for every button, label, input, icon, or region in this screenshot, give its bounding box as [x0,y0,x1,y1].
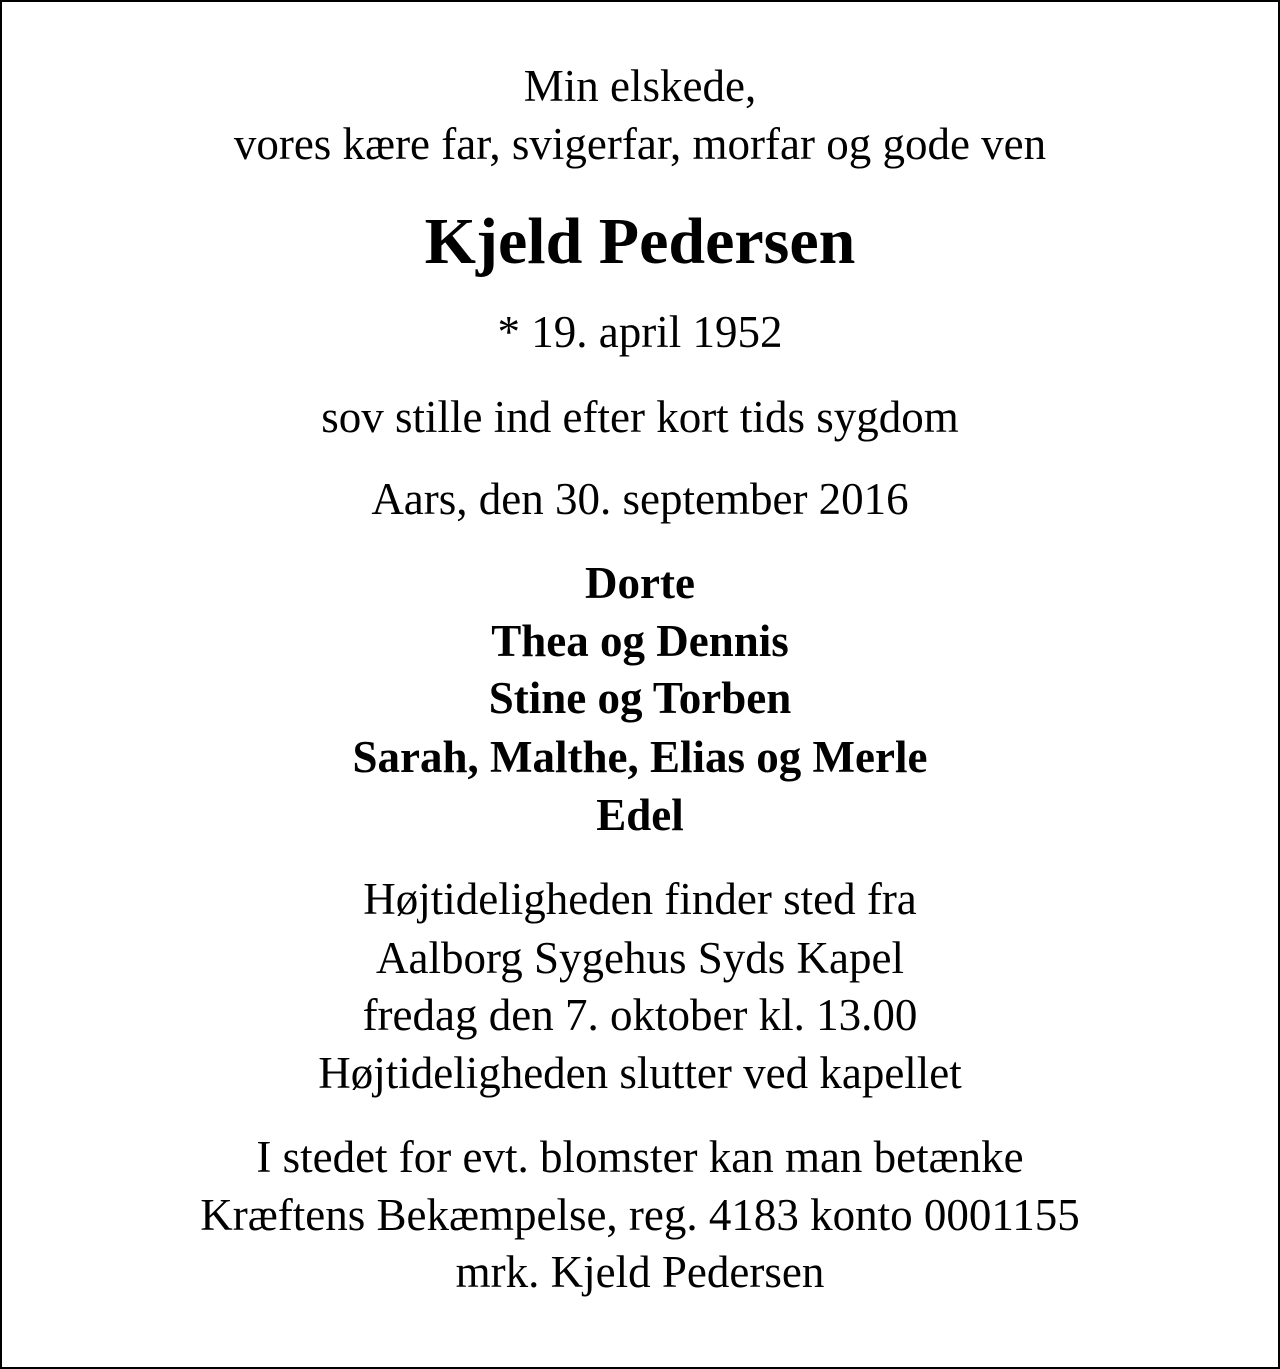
donation-line: mrk. Kjeld Pedersen [455,1247,825,1297]
place-and-date: Aars, den 30. september 2016 [371,474,909,524]
family-member: Thea og Dennis [491,616,789,666]
passing-text: sov stille ind efter kort tids sygdom [321,392,959,442]
ceremony-line: Aalborg Sygehus Syds Kapel [376,933,904,983]
family-member: Dorte [585,558,695,608]
intro-line-2: vores kære far, svigerfar, morfar og gode ven [233,119,1047,169]
ceremony-line: fredag den 7. oktober kl. 13.00 [362,990,918,1040]
ceremony-line: Højtideligheden finder sted fra [363,874,917,924]
family-member: Sarah, Malthe, Elias og Merle [352,732,928,782]
donation-line: I stedet for evt. blomster kan man betænke [256,1132,1024,1182]
intro-line-1: Min elskede, [523,61,757,111]
birth-date: * 19. april 1952 [497,307,783,357]
donation-line: Kræftens Bekæmpelse, reg. 4183 konto 0001155 [200,1190,1080,1240]
family-member: Stine og Torben [488,673,792,723]
deceased-name: Kjeld Pedersen [424,205,856,278]
ceremony-line: Højtideligheden slutter ved kapellet [318,1048,962,1098]
family-member: Edel [596,790,684,840]
